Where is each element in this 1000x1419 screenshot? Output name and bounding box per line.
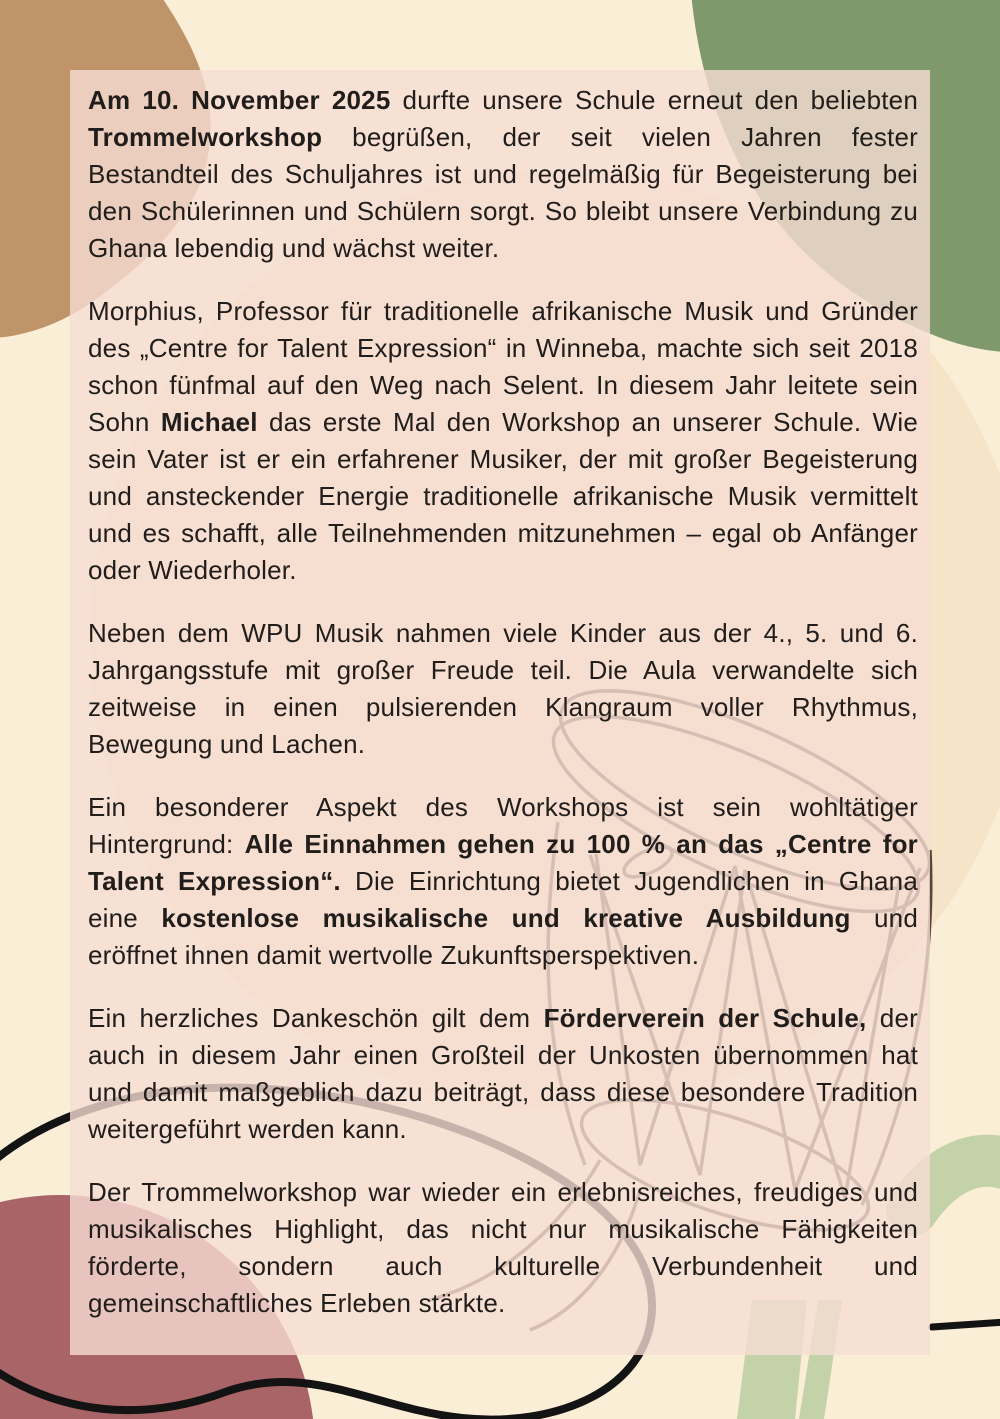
bold-text-run: Alle Einnahmen gehen zu 100 % an das „Centre for Talent Expression“. [88,829,918,896]
paragraph [88,1174,918,1322]
bold-text-run: kostenlose musikalische und kreative Ausbildung [161,903,851,933]
text-run: und eröffnet ihnen damit wertvolle Zukunftsperspektiven. [88,903,918,970]
paragraph [88,615,918,763]
bold-text-run: Michael [160,407,258,437]
text-run: Der Trommelworkshop war wieder ein erlebnisreiches, freudiges und musikalisches Highlight, das nicht nur musikalische Fähigkeiten förderte, sondern auch kulturelle Verbundenheit und gemeinschaftliches Erleben stärkte. [88,1177,918,1318]
article-text [88,82,918,1322]
paragraph [88,293,918,589]
text-run: das erste Mal den Workshop an unserer Schule. Wie sein Vater ist er ein erfahrener Musiker, der mit großer Begeisterung und ansteckender Energie traditionelle afrikanische Musik vermittelt und es schafft, alle Teilnehmenden mitzunehmen – egal ob Anfänger oder Wiederholer. [88,407,918,585]
text-run: Ein besonderer Aspekt des Workshops ist sein wohltätiger Hintergrund: [88,792,918,859]
text-run: Morphius, Professor für traditionelle afrikanische Musik und Gründer des „Centre for Talent Expression“ in Winneba, machte sich seit 2018 schon fünfmal auf den Weg nach Selent. In diesem Jahr leitete sein Sohn [88,296,918,437]
paragraph [88,82,918,267]
text-run: Die Einrichtung bietet Jugendlichen in Ghana eine [88,866,918,933]
text-run: der auch in diesem Jahr einen Großteil der Unkosten übernommen hat und damit maßgeblich dazu beiträgt, dass diese besondere Tradition weitergeführt werden kann. [88,1003,918,1144]
text-run: Ein herzliches Dankeschön gilt dem [88,1003,544,1033]
paragraph [88,1000,918,1148]
bold-text-run: Am 10. November 2025 [88,85,391,115]
article-panel [70,70,930,1355]
text-run: begrüßen, der seit vielen Jahren fester Bestandteil des Schuljahres ist und regelmäßig für Begeisterung bei den Schülerinnen und Schülern sorgt. So bleibt unsere Verbindung zu Ghana lebendig und wächst weiter. [88,122,918,263]
text-run: Neben dem WPU Musik nahmen viele Kinder aus der 4., 5. und 6. Jahrgangsstufe mit großer Freude teil. Die Aula verwandelte sich zeitweise in einen pulsierenden Klangraum voller Rhythmus, Bewegung und Lachen. [88,618,918,759]
black-dash-line-art [932,1322,1000,1327]
bold-text-run: Förderverein der Schule, [543,1003,867,1033]
text-run: durfte unsere Schule erneut den beliebten [390,85,918,115]
paragraph [88,789,918,974]
bold-text-run: Trommelworkshop [88,122,323,152]
